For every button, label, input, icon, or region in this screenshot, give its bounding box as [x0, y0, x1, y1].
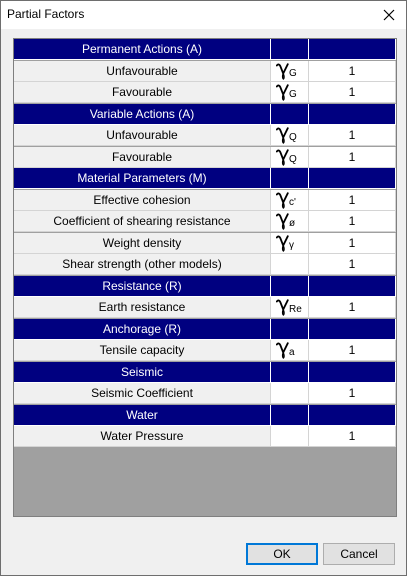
factor-value[interactable]: 1	[309, 297, 396, 318]
factor-label: Shear strength (other models)	[14, 254, 271, 275]
gamma-symbol-icon	[276, 83, 306, 102]
section-title: Anchorage (R)	[14, 319, 271, 340]
symbol-cell	[271, 211, 309, 232]
table-row[interactable]	[14, 61, 396, 82]
factor-label: Favourable	[14, 147, 271, 168]
symbol-cell	[271, 233, 309, 254]
section-header	[14, 104, 396, 125]
gamma-symbol-icon	[276, 298, 306, 317]
close-button[interactable]	[372, 1, 406, 29]
gamma-symbol-icon	[276, 341, 306, 360]
symbol-cell	[271, 254, 309, 275]
symbol-subscript: ø	[289, 217, 296, 229]
section-header	[14, 276, 396, 297]
symbol-cell	[271, 125, 309, 146]
symbol-subscript: G	[289, 88, 297, 100]
factor-value[interactable]: 1	[309, 426, 396, 447]
factor-label: Tensile capacity	[14, 340, 271, 361]
factor-value[interactable]: 1	[309, 254, 396, 275]
section-title: Material Parameters (M)	[14, 168, 271, 189]
symbol-cell	[271, 383, 309, 404]
title-bar[interactable]	[1, 1, 406, 29]
header-blank-cell	[309, 362, 396, 383]
table-row[interactable]	[14, 190, 396, 211]
symbol-subscript: Q	[289, 153, 297, 165]
section-title: Variable Actions (A)	[14, 104, 271, 125]
symbol-cell	[271, 190, 309, 211]
symbol-cell	[271, 405, 309, 426]
factor-label: Earth resistance	[14, 297, 271, 318]
factor-label: Coefficient of shearing resistance	[14, 211, 271, 232]
symbol-subscript: G	[289, 67, 297, 79]
factor-value[interactable]: 1	[309, 125, 396, 146]
gamma-symbol-icon	[276, 234, 306, 253]
symbol-cell	[271, 319, 309, 340]
symbol-cell	[271, 297, 309, 318]
symbol-cell	[271, 147, 309, 168]
factor-label: Weight density	[14, 233, 271, 254]
symbol-cell	[271, 39, 309, 60]
section-header	[14, 39, 396, 60]
table-row[interactable]	[14, 125, 396, 146]
section-title: Water	[14, 405, 271, 426]
section-title: Permanent Actions (A)	[14, 39, 271, 60]
table-row[interactable]	[14, 254, 396, 275]
factor-label: Effective cohesion	[14, 190, 271, 211]
factor-value[interactable]: 1	[309, 61, 396, 82]
table-row[interactable]	[14, 383, 396, 404]
factor-label: Water Pressure	[14, 426, 271, 447]
header-blank-cell	[309, 168, 396, 189]
close-icon	[383, 9, 395, 21]
symbol-cell	[271, 82, 309, 103]
section-header	[14, 405, 396, 426]
factor-value[interactable]: 1	[309, 383, 396, 404]
factor-value[interactable]: 1	[309, 233, 396, 254]
header-blank-cell	[309, 104, 396, 125]
window-title: Partial Factors	[7, 7, 85, 21]
table-row[interactable]	[14, 297, 396, 318]
table-row[interactable]	[14, 426, 396, 447]
symbol-cell	[271, 168, 309, 189]
factor-label: Seismic Coefficient	[14, 383, 271, 404]
table-row[interactable]	[14, 233, 396, 254]
gamma-symbol-icon	[276, 212, 306, 231]
table-row[interactable]	[14, 82, 396, 103]
symbol-cell	[271, 426, 309, 447]
factor-value[interactable]: 1	[309, 190, 396, 211]
factor-value[interactable]: 1	[309, 340, 396, 361]
section-title: Resistance (R)	[14, 276, 271, 297]
section-header	[14, 319, 396, 340]
ok-button[interactable]: OK	[246, 543, 318, 565]
gamma-symbol-icon	[276, 126, 306, 145]
table-row[interactable]	[14, 147, 396, 168]
table-row[interactable]	[14, 340, 396, 361]
factor-label: Unfavourable	[14, 61, 271, 82]
symbol-subscript: Re	[289, 303, 302, 315]
factor-value[interactable]: 1	[309, 147, 396, 168]
section-header	[14, 168, 396, 189]
gamma-symbol-icon	[276, 148, 306, 167]
symbol-cell	[271, 362, 309, 383]
symbol-cell	[271, 61, 309, 82]
header-blank-cell	[309, 405, 396, 426]
partial-factors-grid	[13, 38, 397, 517]
section-title: Seismic	[14, 362, 271, 383]
table-row[interactable]	[14, 211, 396, 232]
gamma-symbol-icon	[276, 191, 306, 210]
cancel-button[interactable]: Cancel	[323, 543, 395, 565]
symbol-subscript: c'	[289, 196, 296, 208]
symbol-cell	[271, 104, 309, 125]
symbol-cell	[271, 340, 309, 361]
symbol-cell	[271, 276, 309, 297]
gamma-symbol-icon	[276, 62, 306, 81]
symbol-subscript: γ	[289, 239, 294, 251]
factor-value[interactable]: 1	[309, 82, 396, 103]
section-header	[14, 362, 396, 383]
factor-label: Favourable	[14, 82, 271, 103]
factor-value[interactable]: 1	[309, 211, 396, 232]
symbol-subscript: Q	[289, 131, 297, 143]
header-blank-cell	[309, 39, 396, 60]
header-blank-cell	[309, 319, 396, 340]
factor-label: Unfavourable	[14, 125, 271, 146]
header-blank-cell	[309, 276, 396, 297]
symbol-subscript: a	[289, 346, 295, 358]
